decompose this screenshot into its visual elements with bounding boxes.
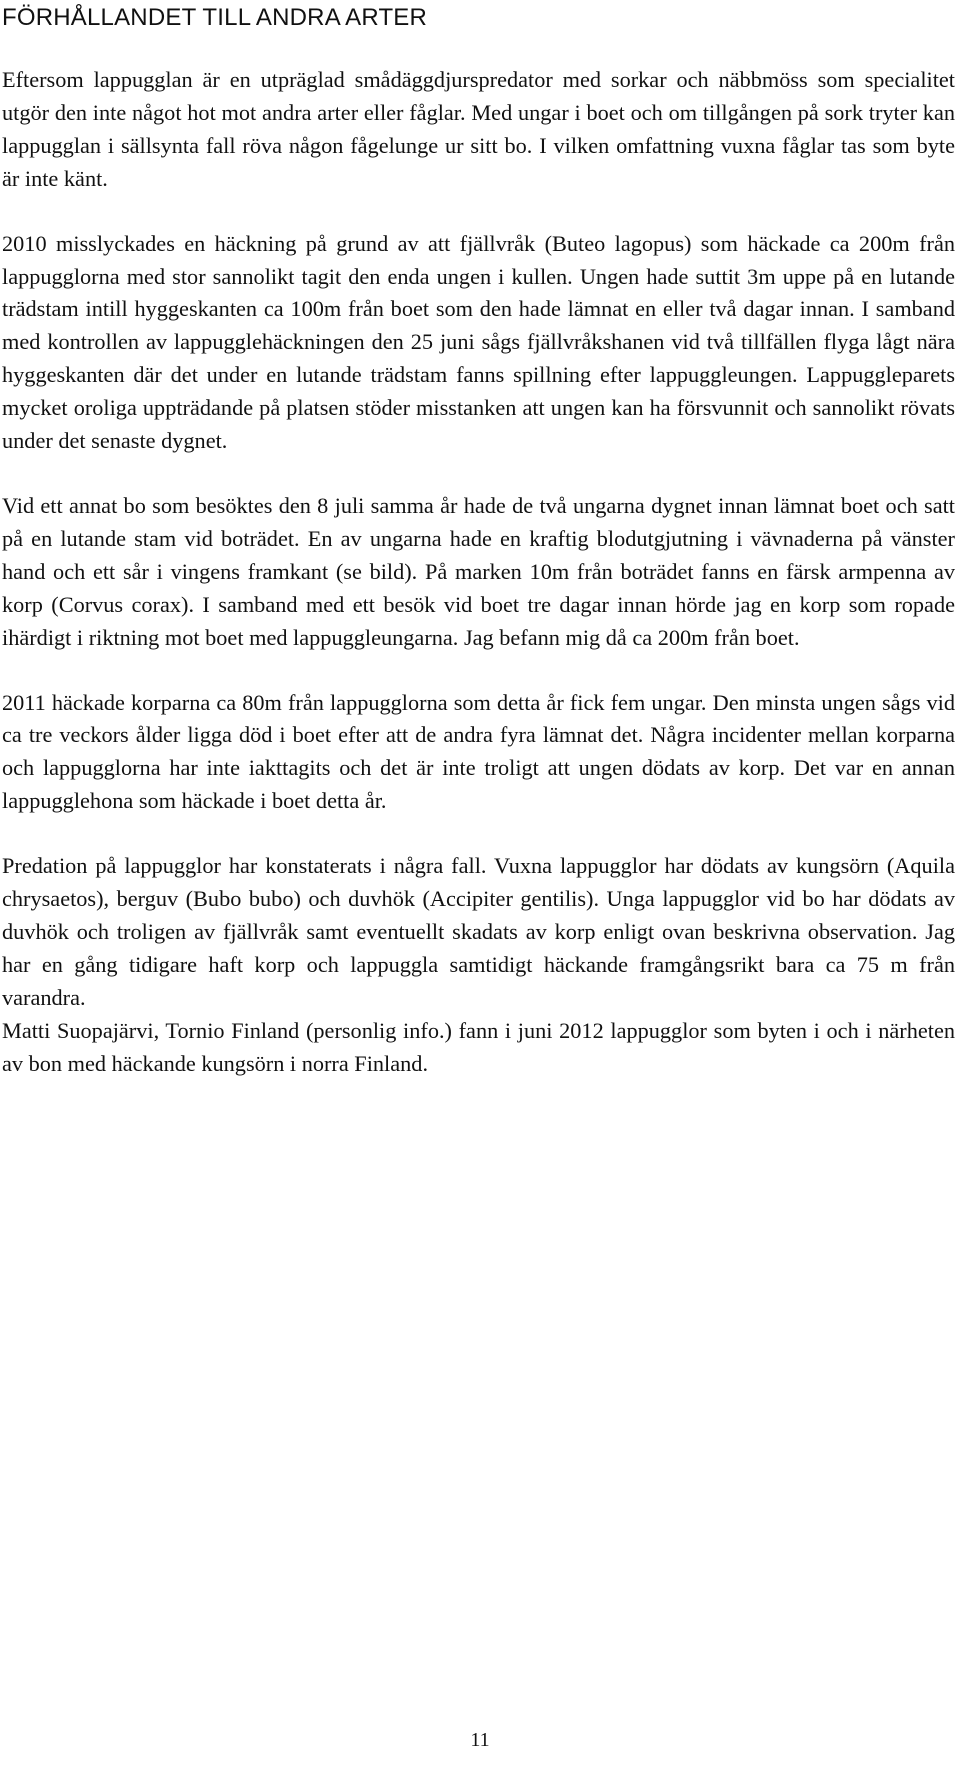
page-number: 11 [470,1729,490,1751]
paragraph-diet-specialization: Eftersom lappugglan är en utpräglad smådäggdjurspredator med sorkar och näbbmöss som specialitet utgör den inte något hot mot andra arter eller fåglar. Med ungar i boet och om tillgången på sork tryter kan lappugglan i sällsynta fall röva någon fågelunge ur sitt bo. I vilken omfattning vuxna fåglar tas som byte är inte känt. [2,67,955,191]
paragraph-raven-injury: Vid ett annat bo som besöktes den 8 juli samma år hade de två ungarna dygnet innan lämnat boet och satt på en lutande stam vid boträdet. En av ungarna hade en kraftig blodutgjutning i vävnaderna på vänster hand och ett sår i vingens framkant (se bild). På marken 10m från boträdet fanns en färsk armpenna av korp (Corvus corax). I samband med ett besök vid boet tre dagar innan hörde jag en korp som ropade ihärdigt i riktning mot boet med lappuggleungarna. Jag befann mig då ca 200m från boet. [2,492,955,650]
paragraph-2010-rough-legged-buzzard: 2010 misslyckades en häckning på grund av att fjällvråk (Buteo lagopus) som häckade ca 200m från lappugglorna med stor sannolikt tagit den enda ungen i kullen. Ungen hade suttit 3m uppe på en lutande trädstam intill hyggeskanten ca 100m från boet som den hade lämnat en eller två dagar innan. I samband med kontrollen av lappugglehäckningen den 25 juni sågs fjällvråkshanen vid två tillfällen flyga lågt nära hyggeskanten där det under en lutande trädstam fanns spillning efter lappuggleungen. Lappuggleparets mycket oroliga uppträdande på platsen stöder misstanken att ungen kan ha försvunnit och sannolikt rövats under det senaste dygnet. [2,230,955,454]
body-text [2,64,955,1080]
paragraph-predation: Predation på lappugglor har konstaterats i några fall. Vuxna lappugglor har dödats av kungsörn (Aquila chrysaetos), berguv (Bubo bubo) och duvhök (Accipiter gentilis). Unga lappugglor vid bo har dödats av duvhök och troligen av fjällvråk samt eventuellt skadats av korp enligt ovan beskrivna observation. Jag har en gång tidigare haft korp och lappuggla samtidigt häckande framgångsrikt bara ca 75 m från varandra. [2,853,955,1010]
paragraph-personal-info: Matti Suopajärvi, Tornio Finland (personlig info.) fann i juni 2012 lappugglor som byten i och i närheten av bon med häckande kungsörn i norra Finland. [2,1017,955,1076]
paragraph-2011-ravens: 2011 häckade korparna ca 80m från lappugglorna som detta år fick fem ungar. Den minsta ungen sågs vid ca tre veckors ålder ligga död i boet efter att de andra fyra lämnat det. Några incidenter mellan korparna och lappugglorna har inte iakttagits och det är inte troligt att ungen dödats av korp. Det var en annan lappugglehona som häckade i boet detta år. [2,689,955,814]
section-heading: FÖRHÅLLANDET TILL ANDRA ARTER [2,4,428,31]
